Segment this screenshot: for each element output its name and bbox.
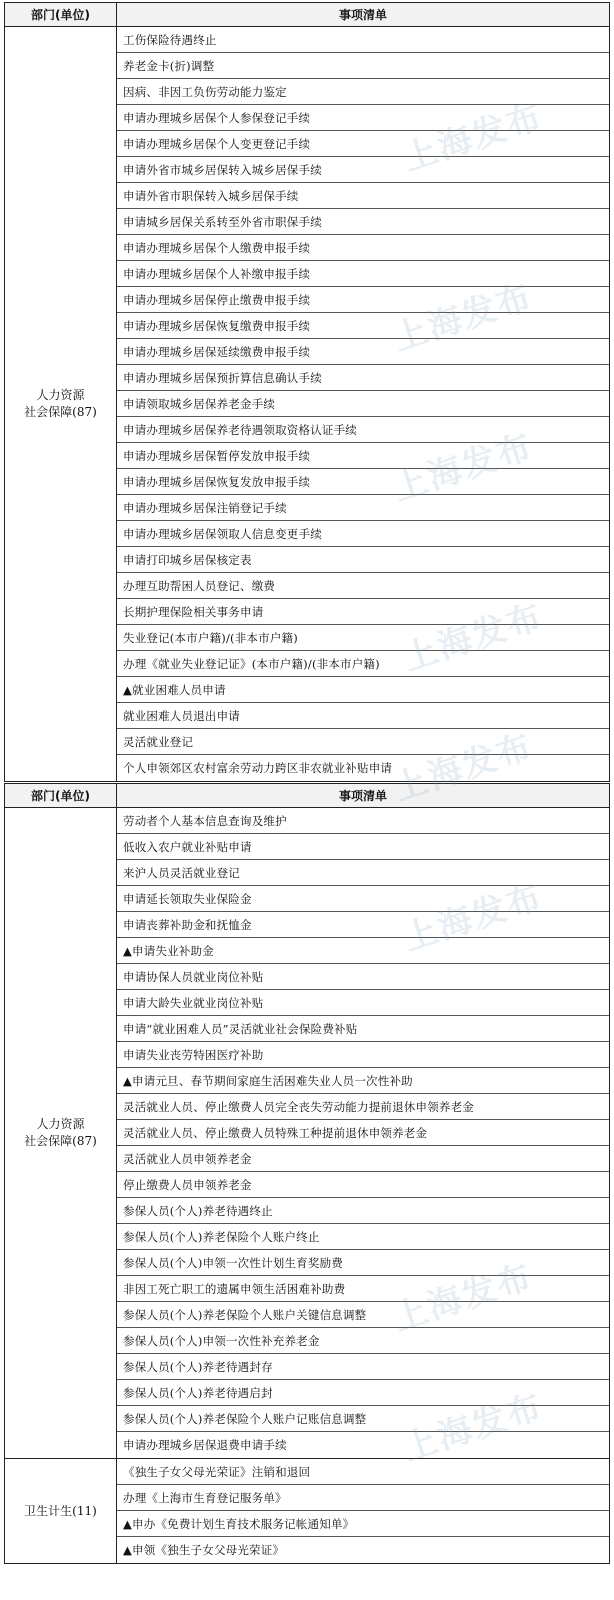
list-item: 参保人员(个人)申领一次性补充养老金 (117, 1328, 609, 1354)
list-item: 申请失业丧劳特困医疗补助 (117, 1042, 609, 1068)
list-item: 参保人员(个人)养老保险个人账户终止 (117, 1224, 609, 1250)
list-item: 申请外省市职保转入城乡居保手续 (117, 183, 609, 209)
list-item: 劳动者个人基本信息查询及维护 (117, 808, 609, 834)
list-item: 办理《就业失业登记证》(本市户籍)/(非本市户籍) (117, 651, 609, 677)
dept-cell: 人力资源 社会保障(87) (5, 808, 117, 1458)
watermark: 上海发布 (388, 276, 538, 360)
list-item: 申请办理城乡居保退费申请手续 (123, 1438, 287, 1452)
table-header (5, 784, 609, 808)
list-item: 办理《上海市生育登记服务单》 (117, 1485, 609, 1511)
list-item: 工伤保险待遇终止 (117, 27, 609, 53)
items-column-header: 事项清单 (338, 8, 387, 22)
item-list (117, 808, 609, 1458)
list-item: 参保人员(个人)申领一次性计划生育奖励费 (117, 1250, 609, 1276)
list-item: 灵活就业人员申领养老金 (117, 1146, 609, 1172)
list-item: 申请丧葬补助金和抚恤金 (117, 912, 609, 938)
item-list (117, 27, 609, 781)
items-column-header: 事项清单 (338, 789, 387, 803)
list-item: 申请延长领取失业保险金 (117, 886, 609, 912)
list-item: 申请办理城乡居保养老待遇领取资格认证手续 (117, 417, 609, 443)
list-item: 来沪人员灵活就业登记 (117, 860, 609, 886)
dept-group (5, 808, 609, 1459)
list-item: ▲申领《独生子女父母光荣证》 (123, 1543, 285, 1557)
watermark: 上海发布 (398, 1386, 548, 1470)
list-item: 申请办理城乡居保个人补缴申报手续 (117, 261, 609, 287)
list-item: 申请办理城乡居保个人变更登记手续 (117, 131, 609, 157)
list-item: 失业登记(本市户籍)/(非本市户籍) (117, 625, 609, 651)
list-item: 参保人员(个人)养老待遇启封 (117, 1380, 609, 1406)
list-item: 申请办理城乡居保延续缴费申报手续 (117, 339, 609, 365)
list-item: 申请“就业困难人员”灵活就业社会保险费补贴 (117, 1016, 609, 1042)
dept-group (5, 27, 609, 781)
list-item: 个人申领郊区农村富余劳动力跨区非农就业补贴申请 (123, 761, 393, 775)
item-list (117, 1459, 609, 1563)
list-item: ▲申请失业补助金 (117, 938, 609, 964)
dept-cell: 卫生计生(11) (5, 1459, 117, 1563)
list-item: 就业困难人员退出申请 (117, 703, 609, 729)
list-item: 灵活就业人员、停止缴费人员特殊工种提前退休申领养老金 (117, 1120, 609, 1146)
watermark: 上海发布 (398, 596, 548, 680)
list-item: ▲申请元旦、春节期间家庭生活困难失业人员一次性补助 (117, 1068, 609, 1094)
list-item: 办理互助帮困人员登记、缴费 (117, 573, 609, 599)
list-item: 因病、非因工负伤劳动能力鉴定 (117, 79, 609, 105)
list-item: 申请办理城乡居保个人缴费申报手续 (117, 235, 609, 261)
list-item: 申请办理城乡居保恢复发放申报手续 (117, 469, 609, 495)
list-item: 参保人员(个人)养老保险个人账户记账信息调整 (117, 1406, 609, 1432)
table-header (5, 3, 609, 27)
list-item: 申请大龄失业就业岗位补贴 (117, 990, 609, 1016)
dept-column-header: 部门(单位) (5, 3, 117, 26)
list-item: 申请领取城乡居保养老金手续 (117, 391, 609, 417)
services-table-1 (4, 2, 610, 782)
list-item: 申请城乡居保关系转至外省市职保手续 (117, 209, 609, 235)
watermark: 上海发布 (388, 426, 538, 510)
list-item: 申请外省市城乡居保转入城乡居保手续 (117, 157, 609, 183)
list-item: 申请办理城乡居保注销登记手续 (117, 495, 609, 521)
list-item: 申请办理城乡居保停止缴费申报手续 (117, 287, 609, 313)
dept-column-header: 部门(单位) (5, 784, 117, 807)
list-item: 申请协保人员就业岗位补贴 (117, 964, 609, 990)
list-item: 申请办理城乡居保预折算信息确认手续 (117, 365, 609, 391)
list-item: 停止缴费人员申领养老金 (117, 1172, 609, 1198)
dept-cell: 人力资源 社会保障(87) (5, 27, 117, 781)
list-item: ▲申办《免费计划生育技术服务记帐通知单》 (117, 1511, 609, 1537)
list-item: 灵活就业登记 (117, 729, 609, 755)
watermark: 上海发布 (398, 876, 548, 960)
list-item: ▲就业困难人员申请 (117, 677, 609, 703)
list-item: 低收入农户就业补贴申请 (117, 834, 609, 860)
list-item: 参保人员(个人)养老待遇终止 (117, 1198, 609, 1224)
list-item: 申请办理城乡居保领取人信息变更手续 (117, 521, 609, 547)
list-item: 申请办理城乡居保个人参保登记手续 (117, 105, 609, 131)
list-item: 灵活就业人员、停止缴费人员完全丧失劳动能力提前退休申领养老金 (117, 1094, 609, 1120)
list-item: 非因工死亡职工的遗属申领生活困难补助费 (117, 1276, 609, 1302)
list-item: 长期护理保险相关事务申请 (117, 599, 609, 625)
watermark: 上海发布 (398, 96, 548, 180)
list-item: 养老金卡(折)调整 (117, 53, 609, 79)
list-item: 申请办理城乡居保暂停发放申报手续 (117, 443, 609, 469)
list-item: 参保人员(个人)养老待遇封存 (117, 1354, 609, 1380)
dept-group (5, 1459, 609, 1563)
list-item: 《独生子女父母光荣证》注销和退回 (117, 1459, 609, 1485)
services-table-2 (4, 783, 610, 1564)
watermark: 上海发布 (388, 1256, 538, 1340)
list-item: 申请打印城乡居保核定表 (117, 547, 609, 573)
watermark: 上海发布 (388, 726, 538, 810)
list-item: 参保人员(个人)养老保险个人账户关键信息调整 (117, 1302, 609, 1328)
list-item: 申请办理城乡居保恢复缴费申报手续 (117, 313, 609, 339)
